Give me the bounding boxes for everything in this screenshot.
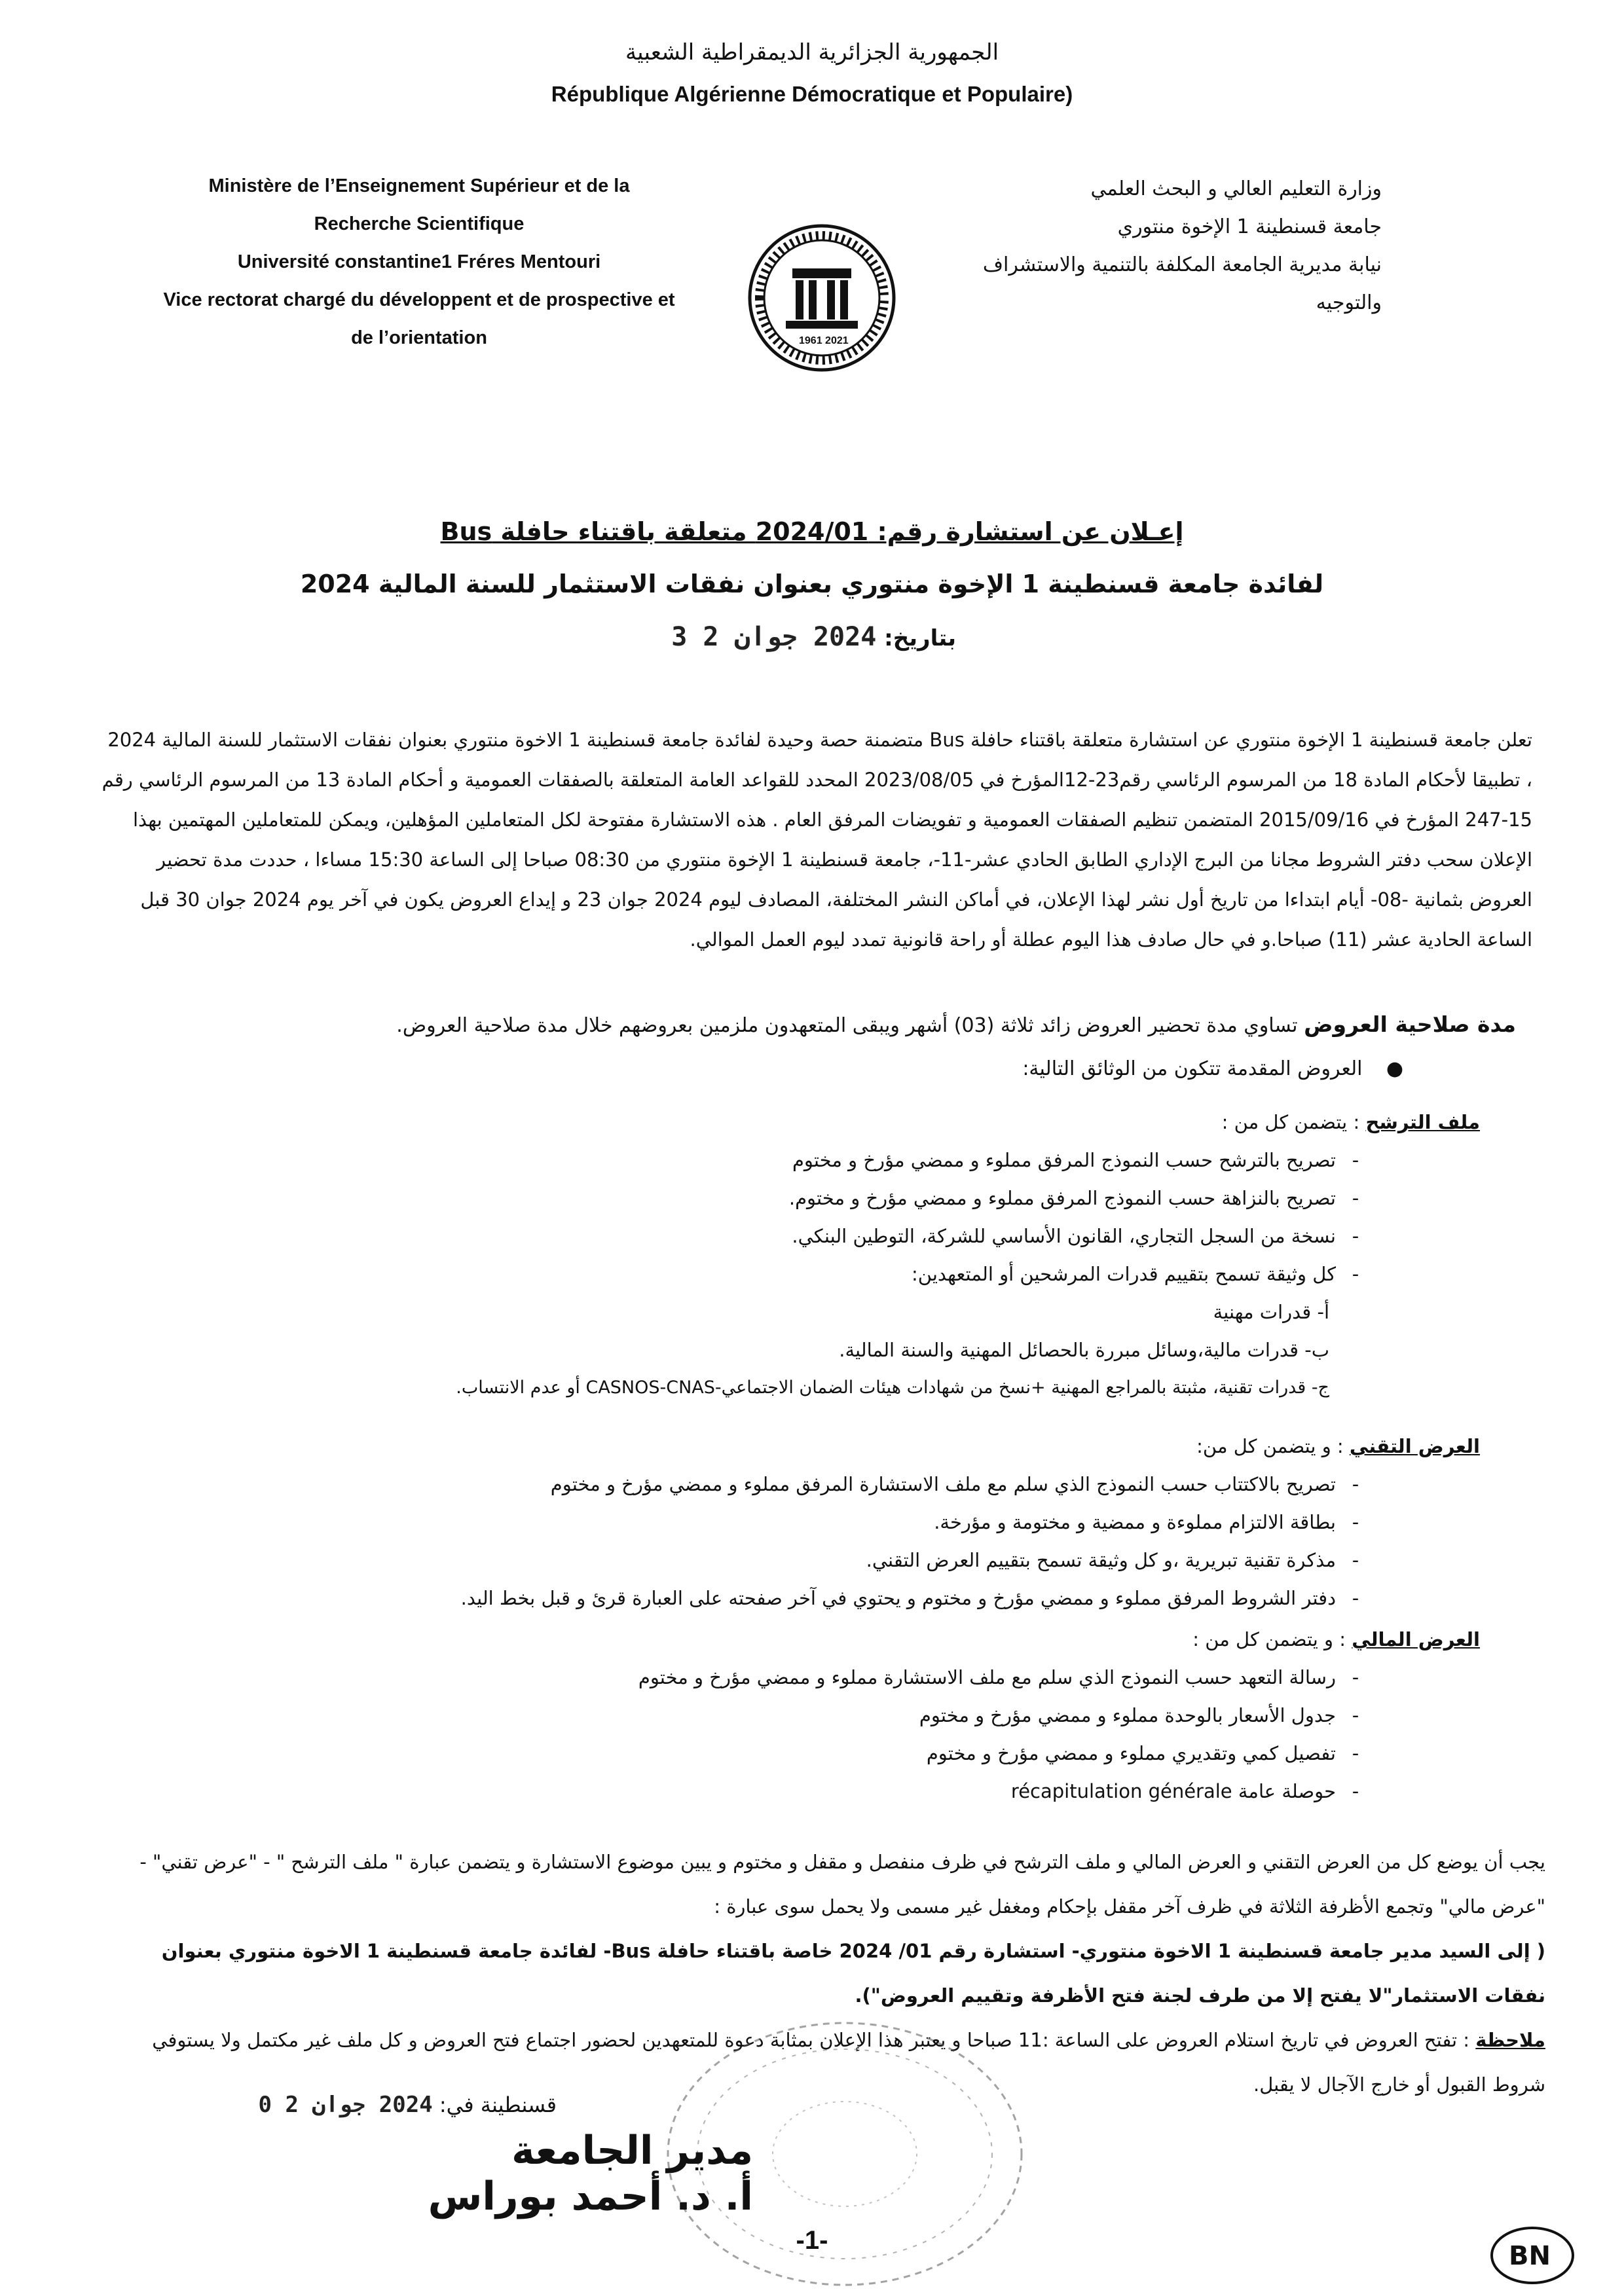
offer-validity-text: تساوي مدة تحضير العروض زائد ثلاثة (03) أشهر ويبقى المتعهدون ملزمين بعروضهم خلال مدة صلاحية العروض.: [396, 1014, 1298, 1037]
section-candidature: [98, 1103, 1480, 1407]
list-item: [98, 1503, 1480, 1541]
arabic-institution-block: [884, 170, 1382, 322]
list-item: [98, 1579, 1480, 1617]
bn-initials-mark: [1486, 2223, 1578, 2288]
dash-icon: -: [1352, 1742, 1359, 1764]
list-item-text: تصريح بالنزاهة حسب النموذج المرفق مملوء و ممضي مؤرخ و مختوم.: [788, 1187, 1336, 1209]
announcement-title: [0, 517, 1624, 546]
list-item: [98, 1179, 1480, 1217]
list-item: [98, 1734, 1480, 1772]
french-line-university: Université constantine1 Fréres Mentouri: [237, 251, 601, 272]
closing-envelope-instructions: يجب أن يوضع كل من العرض التقني و العرض المالي و ملف الترشح في ظرف منفصل و مقفل و مختوم و يبين موضوع الاستشارة و يتضمن عبارة " ملف الترشح " - "عرض تقني" - "عرض مالي" وتجمع الأظرفة الثلاثة في ظرف آخر مقفل بإحكام ومغفل غير مسمى ولا يحمل سوى عبارة :: [139, 1851, 1545, 1918]
announcement-date-label: بتاريخ:: [884, 625, 956, 651]
list-sub-item: ج- قدرات تقنية، مثبتة بالمراجع المهنية +نسخ من شهادات هيئات الضمان الاجتماعي-CASNOS-CNAS أو عدم الانتساب.: [456, 1377, 1329, 1398]
signature-place-label: قسنطينة في:: [439, 2092, 557, 2117]
section-financial-heading: [98, 1620, 1480, 1658]
documents-intro: [98, 1057, 1421, 1080]
section-financial-intro: : و يتضمن كل من :: [1192, 1628, 1346, 1650]
french-line-ministry: Ministère de l’Enseignement Supérieur et de la: [208, 175, 630, 196]
list-item-text: تصريح بالاكتتاب حسب النموذج الذي سلم مع ملف الاستشارة المرفق مملوء و ممضي مؤرخ و مختوم: [550, 1473, 1336, 1495]
list-item: [98, 1772, 1480, 1810]
section-technical-heading: [98, 1427, 1480, 1465]
dash-icon: -: [1352, 1549, 1359, 1571]
list-item-text: بطاقة الالتزام مملوءة و ممضية و مختومة و مؤرخة.: [934, 1511, 1336, 1533]
french-institution-block: [151, 167, 688, 357]
announcement-subtitle: لفائدة جامعة قسنطينة 1 الإخوة منتوري بعنوان نفقات الاستثمار للسنة المالية 2024: [300, 570, 1324, 598]
university-logo: [747, 223, 897, 373]
list-item-text: مذكرة تقنية تبريرية ،و كل وثيقة تسمح بتقييم العرض التقني.: [866, 1549, 1336, 1571]
list-item-text: نسخة من السجل التجاري، القانون الأساسي للشركة، التوطين البنكي.: [792, 1225, 1336, 1247]
dash-icon: -: [1352, 1511, 1359, 1533]
list-sub-item: ب- قدرات مالية،وسائل مبررة بالحصائل المهنية والسنة المالية.: [839, 1339, 1329, 1361]
signatory-name: أ. د. أحمد بوراس: [428, 2174, 753, 2219]
list-item-text: تصريح بالترشح حسب النموذج المرفق مملوء و ممضي مؤرخ و مختوم: [792, 1149, 1336, 1171]
republic-arabic-header: الجمهورية الجزائرية الديمقراطية الشعبية: [625, 39, 999, 65]
dash-icon: -: [1352, 1263, 1359, 1285]
announcement-title-text: إعـلان عن استشارة رقم: 2024/01 متعلقة باقتناء حافلة Bus: [440, 517, 1184, 546]
section-candidature-title: ملف الترشح: [1365, 1111, 1480, 1133]
list-item: [98, 1658, 1480, 1696]
list-item: [98, 1141, 1480, 1179]
list-item: [98, 1217, 1480, 1255]
bn-initials-text: BN: [1509, 2241, 1551, 2271]
dash-icon: -: [1352, 1704, 1359, 1726]
body-paragraph: تعلن جامعة قسنطينة 1 الإخوة منتوري عن استشارة متعلقة باقتناء حافلة Bus متضمنة حصة وحيدة لفائدة جامعة قسنطينة 1 الاخوة منتوري بعنوان نفقات الاستثمار للسنة المالية 2024 ، تطبيقا لأحكام المادة 18 من المرسوم الرئاسي رقم23-12المؤرخ في 2023/08/05 المحدد للقواعد العامة المتعلقة بالصفقات العمومية و أحكام المادة 13 من المرسوم الرئاسي رقم 15-247 المؤرخ في 2015/09/16 المتضمن تنظيم الصفقات العمومية و تفويضات المرفق العام . هذه الاستشارة مفتوحة لكل المتعاملين المؤهلين، ويمكن للمتعاملين المهتمين بهذا الإعلان سحب دفتر الشروط مجانا من البرج الإداري الطابق الحادي عشر-11-، جامعة قسنطينة 1 الإخوة منتوري من 08:30 صباحا إلى الساعة 15:30 مساءا ، حددت مدة تحضير العروض بثمانية -08- أيام ابتداءا من تاريخ أول نشر لهذا الإعلان، في أماكن النشر المختلفة، المصادف ليوم 2024 جوان 23 و إيداع العروض يكون في آخر يوم 2024 جوان 30 قبل الساعة الحادية عشر (11) صباحا.و في حال صادف هذا اليوم عطلة أو راحة قانونية تمدد ليوم العمل الموالي.: [101, 729, 1532, 951]
announcement-date-value: 2024 جوان 2 3: [671, 622, 877, 652]
french-line-orientation: de l’orientation: [351, 327, 487, 348]
section-technical-offer: [98, 1427, 1480, 1617]
dash-icon: -: [1352, 1780, 1359, 1802]
closing-envelope-label: ( إلى السيد مدير جامعة قسنطينة 1 الاخوة منتوري- استشارة رقم 01/ 2024 خاصة باقتناء حافلة Bus- لفائدة جامعة قسنطينة 1 الاخوة منتوري بعنوان نفقات الاستثمار"لا يفتح إلا من طرف لجنة فتح الأظرفة وتقييم العروض").: [161, 1940, 1545, 2007]
arabic-line-ministry: وزارة التعليم العالي و البحث العلمي: [1090, 177, 1382, 200]
list-item-text: كل وثيقة تسمح بتقييم قدرات المرشحين أو المتعهدين:: [912, 1263, 1336, 1285]
offer-validity-label: مدة صلاحية العروض: [1304, 1011, 1516, 1037]
documents-intro-text: العروض المقدمة تتكون من الوثائق التالية:: [1022, 1057, 1363, 1080]
offer-validity: [98, 1005, 1516, 1046]
arabic-line-vice-rectorat: نيابة مديرية الجامعة المكلفة بالتنمية والاستشراف: [982, 253, 1382, 276]
signature-date-value: 2024 جوان 2 0: [258, 2092, 433, 2118]
dash-icon: -: [1352, 1149, 1359, 1171]
french-line-research: Recherche Scientifique: [314, 213, 525, 234]
list-item: [98, 1541, 1480, 1579]
dash-icon: -: [1352, 1187, 1359, 1209]
list-item-text: رسالة التعهد حسب النموذج الذي سلم مع ملف الاستشارة مملوء و ممضي مؤرخ و مختوم: [638, 1666, 1336, 1688]
dash-icon: -: [1352, 1587, 1359, 1609]
section-technical-intro: : و يتضمن كل من:: [1196, 1435, 1344, 1457]
list-item-text: جدول الأسعار بالوحدة مملوء و ممضي مؤرخ و مختوم: [919, 1704, 1336, 1726]
list-item-text: تفصيل كمي وتقديري مملوء و ممضي مؤرخ و مختوم: [926, 1742, 1336, 1764]
list-sub-item: أ- قدرات مهنية: [1213, 1301, 1329, 1323]
republic-french-header: République Algérienne Démocratique et Populaire): [551, 82, 1073, 106]
arabic-line-university: جامعة قسنطينة 1 الإخوة منتوري: [1117, 215, 1382, 238]
section-technical-title: العرض التقني: [1349, 1435, 1480, 1457]
dash-icon: -: [1352, 1473, 1359, 1495]
signatory-title: مدير الجامعة: [511, 2128, 753, 2174]
list-item-text: دفتر الشروط المرفق مملوء و ممضي مؤرخ و مختوم و يحتوي في آخر صفحته على العبارة قرئ و قبل بخط اليد.: [460, 1587, 1336, 1609]
arabic-line-orientation: والتوجيه: [1316, 291, 1382, 314]
dash-icon: -: [1352, 1225, 1359, 1247]
section-financial-offer: [98, 1620, 1480, 1810]
announcement-date-row: [432, 622, 956, 652]
page-number: -1-: [796, 2226, 828, 2255]
section-financial-title: العرض المالي: [1352, 1628, 1480, 1650]
closing-note-text: : تفتح العروض في تاريخ استلام العروض على الساعة :11 صباحا و يعتبر هذا الإعلان بمثابة دعوة للمتعهدين لحضور اجتماع فتح العروض و كل ملف غير مكتمل ولا يستوفي شروط القبول أو خارج الآجال لا يقبل.: [152, 2029, 1545, 2096]
list-item-text: حوصلة عامة récapitulation générale: [1010, 1780, 1336, 1802]
list-item: [98, 1696, 1480, 1734]
section-candidature-heading: [98, 1103, 1480, 1141]
section-candidature-intro: : يتضمن كل من :: [1221, 1111, 1360, 1133]
logo-year-label: 1961 2021: [799, 335, 849, 346]
list-item: [98, 1255, 1480, 1293]
signature-place-date: [131, 2092, 557, 2118]
dash-icon: -: [1352, 1666, 1359, 1688]
bullet-dot-icon: ●: [1386, 1057, 1404, 1080]
list-item: [98, 1465, 1480, 1503]
closing-note-label: ملاحظة: [1475, 2029, 1545, 2051]
french-line-vice-rectorat: Vice rectorat chargé du développent et de prospective et: [163, 289, 675, 310]
